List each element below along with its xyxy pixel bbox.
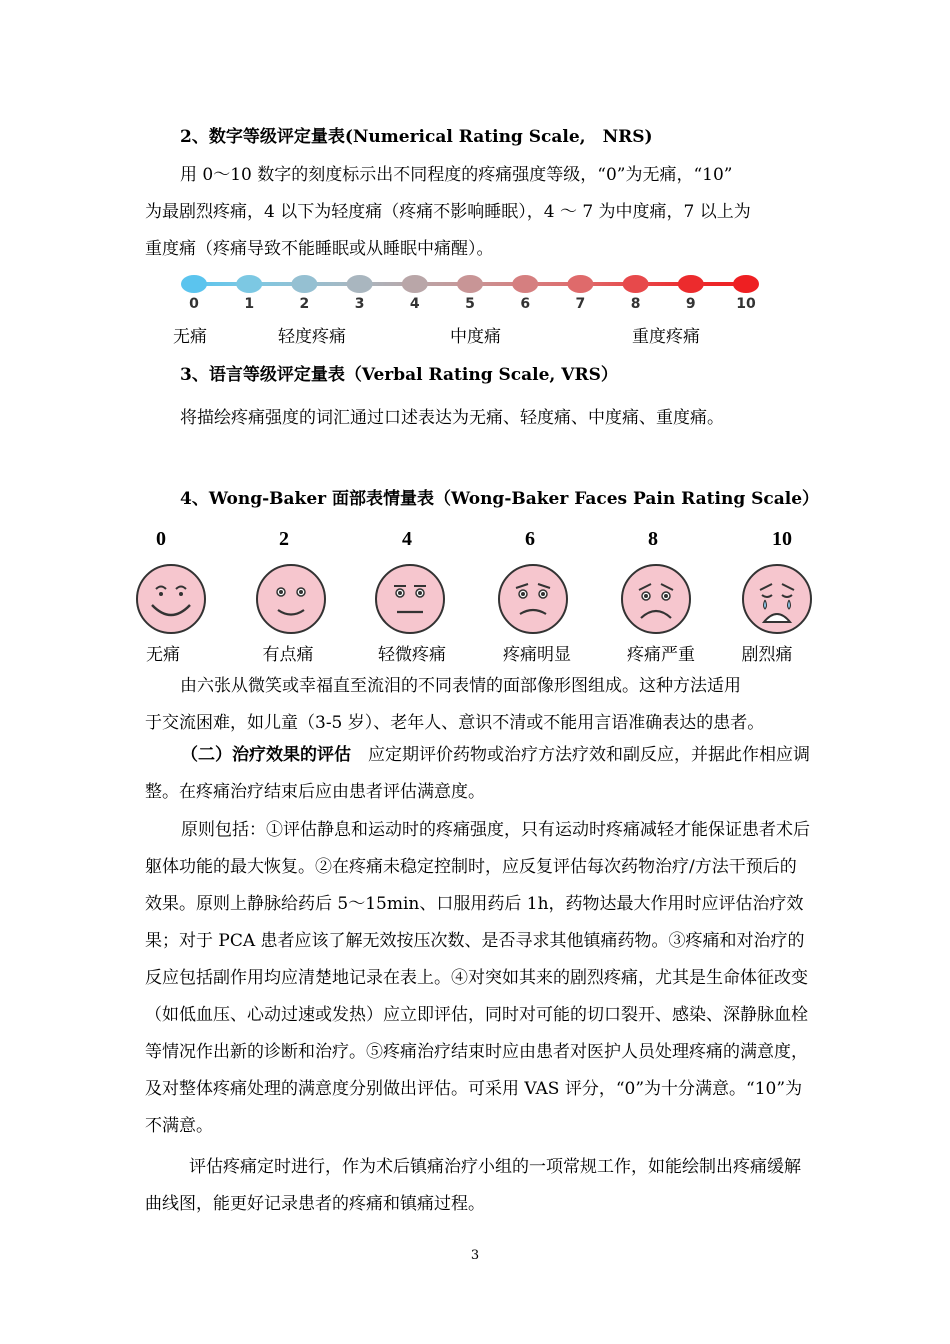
nrs-label-mild: 轻度疼痛 [278, 327, 346, 347]
nrs-tick-label-9: 9 [685, 296, 696, 312]
face-number-10: 10 [772, 528, 792, 550]
frown-face-icon [496, 562, 570, 636]
faces-desc-line-2: 于交流困难，如儿童（3-5 岁）、老年人、意识不清或不能用言语准确表达的患者。 [145, 713, 765, 733]
nrs-dot-9 [678, 275, 704, 293]
face-label-hurts-lot: 疼痛严重 [627, 645, 695, 665]
closing-text: 评估疼痛定时进行，作为术后镇痛治疗小组的一项常规工作，如能绘制出疼痛缓解曲线图，能更好记录患者的疼痛和镇痛过程。 [145, 1157, 801, 1214]
face-label-hurts-little-more: 轻微疼痛 [378, 645, 446, 665]
nrs-dot-4 [402, 275, 428, 293]
face-label-hurts-little: 有点痛 [262, 645, 314, 665]
nrs-dot-0 [181, 275, 207, 293]
nrs-label-moderate: 中度痛 [450, 327, 501, 347]
nrs-tick-label-3: 3 [354, 296, 365, 312]
nrs-label-severe: 重度疼痛 [632, 327, 700, 347]
sad-face-icon [619, 562, 693, 636]
nrs-dot-3 [347, 275, 373, 293]
face-number-8: 8 [648, 528, 658, 550]
nrs-dot-8 [623, 275, 649, 293]
nrs-dot-1 [236, 275, 262, 293]
treatment-text: 应定期评价药物或治疗方法疗效和副反应，并据此作相应调整。在疼痛治疗结束后应由患者评估满意度。 [145, 745, 810, 802]
vrs-desc: 将描绘疼痛强度的词汇通过口述表达为无痛、轻度痛、中度痛、重度痛。 [180, 408, 724, 428]
nrs-dot-7 [567, 275, 593, 293]
nrs-tick-label-10: 10 [736, 296, 756, 312]
treatment-title: （二）治疗效果的评估 [181, 745, 351, 765]
nrs-dot-5 [457, 275, 483, 293]
face-label-no-pain: 无痛 [146, 645, 180, 665]
numerical-rating-scale-bar [180, 272, 765, 320]
principles-paragraph [145, 812, 810, 1145]
nrs-desc-line-1: 用 0～10 数字的刻度标示出不同程度的疼痛强度等级，“0”为无痛，“10” [180, 165, 733, 185]
nrs-dot-10 [733, 275, 759, 293]
closing-paragraph [145, 1149, 810, 1223]
nrs-tick-label-4: 4 [409, 296, 420, 312]
face-number-0: 0 [156, 528, 166, 550]
vrs-heading: 3、语言等级评定量表（Verbal Rating Scale, VRS） [180, 365, 618, 385]
happy-face-icon [134, 562, 208, 636]
slight-smile-face-icon [254, 562, 328, 636]
crying-face-icon [740, 562, 814, 636]
neutral-face-icon [373, 562, 447, 636]
face-number-6: 6 [525, 528, 535, 550]
nrs-tick-label-8: 8 [630, 296, 641, 312]
page-number: 3 [470, 1248, 480, 1263]
faces-heading: 4、Wong-Baker 面部表情量表（Wong-Baker Faces Pain Rating Scale） [180, 489, 820, 509]
nrs-tick-label-5: 5 [465, 296, 475, 312]
face-label-hurts-more: 疼痛明显 [503, 645, 571, 665]
nrs-tick-label-1: 1 [244, 296, 255, 312]
face-label-hurts-worst: 剧烈痛 [741, 645, 793, 665]
nrs-label-none: 无痛 [173, 327, 207, 347]
nrs-tick-label-2: 2 [299, 296, 310, 312]
nrs-desc-line-3: 重度痛（疼痛导致不能睡眠或从睡眠中痛醒）。 [145, 239, 494, 259]
nrs-dot-6 [512, 275, 538, 293]
nrs-tick-label-0: 0 [189, 296, 199, 312]
nrs-desc-line-2: 为最剧烈疼痛，4 以下为轻度痛（疼痛不影响睡眠），4 ～ 7 为中度痛，7 以上为 [145, 202, 751, 222]
principles-text: 原则包括：①评估静息和运动时的疼痛强度，只有运动时疼痛减轻才能保证患者术后躯体功能的最大恢复。②在疼痛未稳定控制时，应反复评估每次药物治疗/方法干预后的效果。原则上静脉给药后 5～15min、口服用药后 1h，药物达最大作用时应评估治疗效果；对于 PCA 患者应该了解无效按压次数、是否寻求其他镇痛药物。③疼痛和对治疗的反应包括副作用均应清楚地记录在表上。④对突如其来的剧烈疼痛，尤其是生命体征改变（如低血压、心动过速或发热）应立即评估，同时对可能的切口裂开、感染、深静脉血栓等情况作出新的诊断和治疗。⑤疼痛治疗结束时应由患者对医护人员处理疼痛的满意度，及对整体疼痛处理的满意度分别做出评估。可采用 VAS 评分，“0”为十分满意。“10”为不满意。 [145, 820, 810, 1136]
treatment-paragraph [145, 737, 810, 811]
face-number-4: 4 [402, 528, 412, 550]
nrs-color-track [180, 272, 765, 296]
nrs-dot-2 [291, 275, 317, 293]
face-number-2: 2 [279, 528, 289, 550]
nrs-tick-label-6: 6 [520, 296, 531, 312]
nrs-heading: 2、数字等级评定量表(Numerical Rating Scale, NRS) [180, 127, 653, 147]
faces-desc-line-1: 由六张从微笑或幸福直至流泪的不同表情的面部像形图组成。这种方法适用 [180, 676, 741, 696]
nrs-tick-label-7: 7 [575, 296, 586, 312]
